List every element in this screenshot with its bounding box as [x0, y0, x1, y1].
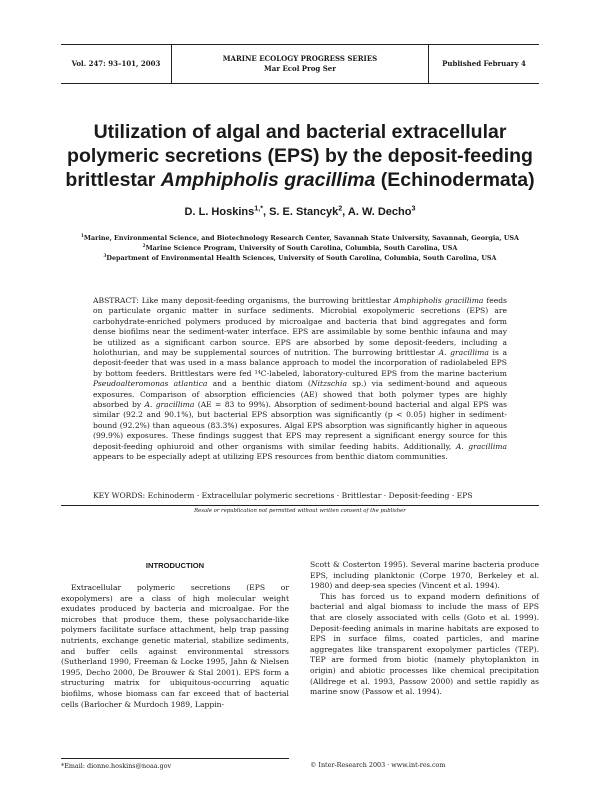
title-line-1: Utilization of algal and bacterial extracellular — [93, 121, 507, 143]
copyright-notice: © Inter-Research 2003 · www.int-res.com — [310, 761, 446, 769]
intro-paragraph-1: Extracellular polymeric secretions (EPS or exopolymers) are a class of high molecular weight exudates produced by bacteria and microalgae. For the microbes that produce them, these polysaccharide-like polymers facilitate surface attachment, help trap passing nutrients, exchange genetic material, stabilize sediments, and buffer cells against environmental stressors (Sutherland 1990, Freeman & Locke 1995, Jahn & Nielsen 1995, Decho 2000, De Brouwer & Stal 2001). EPS form a structuring matrix for ubiquitous-occurring aquatic biofilms, whose biomass can far exceed that of bacterial cells (Barlocher & Murdoch 1989, Lappin- — [61, 583, 289, 709]
section-heading-introduction: INTRODUCTION — [145, 561, 205, 570]
title-line-3-pre: brittlestar — [65, 169, 161, 191]
paper-title — [60, 120, 540, 192]
abstract-text: ABSTRACT: Like many deposit-feeding organisms, the burrowing brittlestar — [93, 296, 394, 305]
abstract-species: Amphipholis gracillima — [393, 296, 484, 305]
title-species: Amphipholis gracillima — [160, 169, 376, 191]
publication-date: Published February 4 — [428, 45, 539, 83]
affiliation-3-text: Department of Environmental Health Sciences, University of South Carolina, Columbia, South Carolina, USA — [106, 254, 497, 262]
abstract-text: is a deposit-feeder that was used in a mass balance approach to model the incorporation of radiolabeled EPS by bottom feeders. Brittlestars were fed ¹⁴C-labeled, laboratory-cultured EPS from the marine bacterium — [93, 348, 507, 378]
corresponding-author-email: *Email: dionne.hoskins@noaa.gov — [61, 758, 289, 770]
author-list — [60, 206, 540, 218]
author-decho: A. W. Decho — [347, 206, 412, 218]
author-decho-sup: 3 — [411, 204, 416, 213]
abstract-text: appears to be especially adept at utilizing EPS resources from benthic diatom communities. — [93, 452, 448, 462]
abstract-species: A. gracillima — [144, 400, 195, 410]
affiliation-3-num: 3 — [103, 252, 107, 258]
abstract-species: A. gracillima — [438, 348, 489, 358]
abstract-species: Pseudoalteromonas atlantica — [93, 379, 208, 389]
author-stancyk-sup: 2 — [338, 204, 343, 213]
affiliation-2 — [60, 243, 540, 253]
author-hoskins: D. L. Hoskins — [184, 206, 255, 218]
abstract-species: Nitzschia — [310, 379, 348, 389]
journal-header — [61, 44, 539, 84]
affiliation-2-num: 2 — [142, 242, 146, 248]
affiliation-3 — [60, 253, 540, 263]
intro-paragraph-2: This has forced us to expand modern definitions of bacterial and algal biomass to include the mass of EPS that are closely associated with cells (Goto et al. 1999). Deposit-feeding animals in marine habitats are exposed to EPS in surface films, coated particles, and marine aggregates like transparent exopolymer particles (TEP). TEP are formed from biotic (namely phytoplankton in origin) and abiotic processes like chemical precipitation (Alldrege et al. 1993, Passow 2000) and settle rapidly as marine snow (Passow et al. 1994). — [310, 591, 539, 697]
journal-name: MARINE ECOLOGY PROGRESS SERIES — [222, 54, 378, 63]
abstract-text: (AE = 83 to 99%). Absorption of sediment-bound bacterial and algal EPS was similar (92.2 and 90.1%), but bacterial EPS absorption was significantly (p < 0.05) higher in sediment-bound (92.2%) than aqueous (83.3%) exposures. Algal EPS absorption was significantly higher in aqueous (99.9%) exposures. These findings suggest that EPS may represent a significant energy source for this deposit-feeding ophiuroid and other organisms with similar feeding habits. Additionally, — [93, 400, 507, 451]
keywords: KEY WORDS: Echinoderm · Extracellular polymeric secretions · Brittlestar · Deposit-feeding · EPS — [93, 491, 473, 500]
abstract-species: A. gracillima — [455, 441, 507, 451]
author-stancyk: S. E. Stancyk — [269, 206, 339, 218]
republication-notice: Resale or republication not permitted without written consent of the publisher — [61, 505, 539, 514]
affiliation-1 — [60, 233, 540, 243]
affiliation-1-text: Marine, Environmental Science, and Biotechnology Research Center, Savannah State University, Savannah, Georgia, USA — [83, 234, 519, 242]
affiliation-1-num: 1 — [80, 232, 84, 238]
abstract-text: feeds on particulate organic matter in surface sediments. Microbial exopolymeric secretions (EPS) are carbohydrate-enriched polymers produced by microalgae and bacteria that bind aggregates and form dense biofilms near the sediment-water interface. EPS are assimilable by some benthic infauna and may be utilized as a significant carbon source. EPS are absorbed by some deposit-feeders, including a holothurian, and may be supplemental sources of nutrition. The burrowing brittlestar — [93, 296, 507, 358]
abstract — [93, 296, 507, 463]
author-separator: , — [342, 206, 348, 218]
volume-info: Vol. 247: 93–101, 2003 — [61, 45, 172, 83]
journal-abbreviation: Mar Ecol Prog Ser — [264, 64, 336, 73]
author-separator: , — [262, 206, 270, 218]
abstract-text: sp.) via sediment-bound and aqueous exposures. Comparison of absorption efficiencies (AE) showed that both polymer types are highly absorbed by — [93, 379, 508, 410]
body-column-left — [61, 583, 289, 710]
author-hoskins-sup: 1,* — [254, 204, 263, 213]
title-line-3-post: (Echinodermata) — [375, 169, 535, 191]
abstract-text: and a benthic diatom ( — [207, 379, 311, 389]
title-line-3 — [60, 168, 540, 192]
affiliations — [60, 233, 540, 263]
title-line-2: polymeric secretions (EPS) by the deposit-feeding — [67, 145, 533, 167]
intro-paragraph-1-continued: Scott & Costerton 1995). Several marine bacteria produce EPS, including planktonic (Corpe 1970, Berkeley et al. 1980) and deep-sea species (Vincent et al. 1994). — [310, 560, 539, 591]
affiliation-2-text: Marine Science Program, University of South Carolina, Columbia, South Carolina, USA — [145, 244, 458, 252]
journal-name-block — [172, 45, 428, 83]
body-column-right — [310, 560, 539, 698]
